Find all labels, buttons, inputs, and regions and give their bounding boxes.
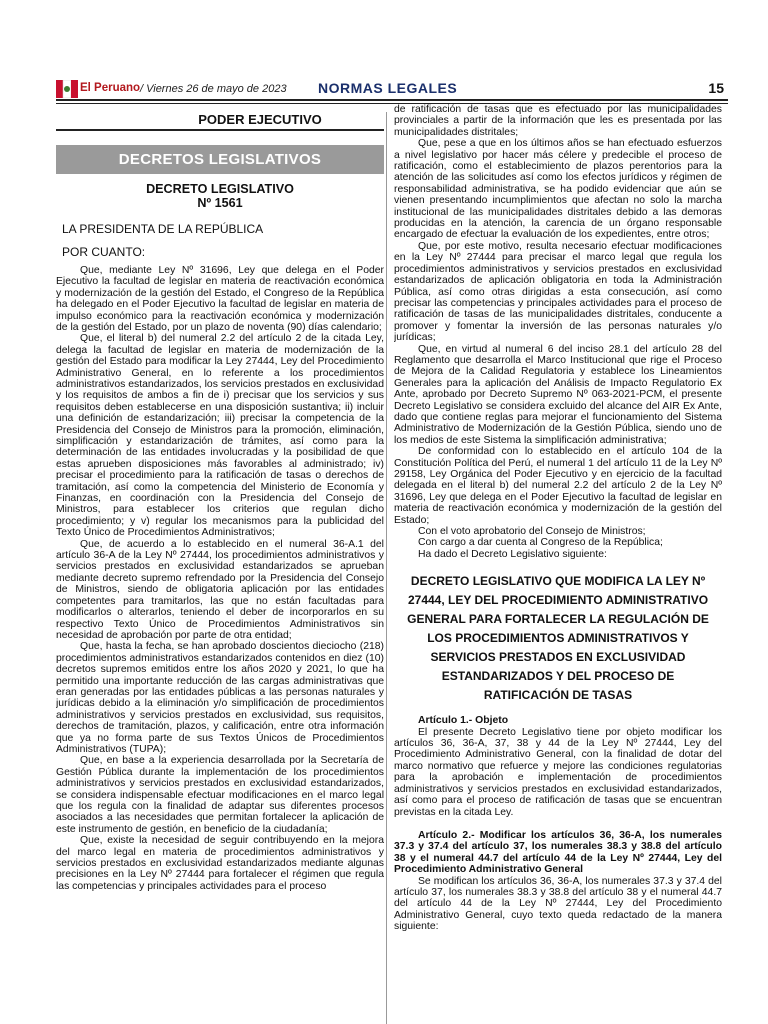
paragraph: Que, por este motivo, resulta necesario efectuar modificaciones en la Ley Nº 27444 para precisar el marco legal que regula los procedimientos administrativos y servicios prestados en exclusividad estandarizados de aplicación obligatoria en toda la Administración Pública, así como otras dirigidas a esta consecución, así como precisar las competencias y principales actividades para el proceso de ratificación de tasas de las municipalidades distritales, conducente a promover y fomentar la inversión de las personas naturales y/o jurídicas; — [394, 240, 722, 344]
peru-coat-of-arms-icon — [56, 80, 78, 98]
por-cuanto: POR CUANTO: — [62, 244, 146, 259]
paragraph: Que, existe la necesidad de seguir contribuyendo en la mejora del marco legal en materia de procedimientos administrativos y servicios prestados en exclusividad estandarizados mediante algunas precisiones en la Ley Nº 27444 para fortalecer el régimen que regula las competencias y principales actividades para el proceso — [56, 835, 384, 892]
article-1-text: El presente Decreto Legislativo tiene por objeto modificar los artículos 36, 36-A, 37, 38 y 44 de la Ley Nº 27444, Ley del Procedimiento Administrativo General, con la finalidad de dotar del marco normativo que refuerce y mejore las condiciones regulatorias para la aprobación e implementación de procedimientos administrativos y servicios prestados en exclusividad estandarizados, así como para el proceso de ratificación de tasas que se encuentran previstas en la citada Ley. — [394, 726, 722, 818]
paragraph: Que, el literal b) del numeral 2.2 del artículo 2 de la citada Ley, delega la facultad de legislar en materia de modernización de la gestión del Estado para modificar la Ley 27444, Ley del Procedimiento Administrativo General, en lo referente a los procedimientos administrativos estandarizados, los servicios prestados en exclusividad y los requisitos de ambos a fin de i) precisar que los servicios y sus requisitos deben establecerse en una disposición sustantiva; ii) incluir una definición de estandarización; iii) precisar la competencia de la Presidencia del Consejo de Ministros para la promoción, eliminación, simplificación y estandarización de trámites, así como para la determinación de las entidades involucradas y la posibilidad de que estas aprueben disposiciones más favorables al administrado; iv) precisar el procedimiento para la ratificación de tasas o derechos de tramitación, así como la competencia del Ministerio de Economía y Finanzas, en coordinación con la Presidencia del Consejo de Ministros, para establecer los criterios que regulan dicho procedimiento; y v) regular los mecanismos para la publicidad del Texto Único de Procedimientos Administrativos; — [56, 333, 384, 539]
right-column — [394, 104, 722, 1024]
page-header — [56, 72, 728, 106]
issue-date: / Viernes 26 de mayo de 2023 — [140, 83, 287, 95]
paragraph: De conformidad con lo establecido en el artículo 104 de la Constitución Política del Perú, el numeral 1 del artículo 11 de la Ley Nº 29158, Ley Orgánica del Poder Ejecutivo y en ejercicio de la facultad delegada en el literal b) del numeral 2.2 del artículo 2 de la Ley Nº 31696, Ley que delega en el Poder Ejecutivo la facultad de legislar en materia de reactivación económica y modernización de la gestión del Estado; — [394, 446, 722, 526]
president-line: LA PRESIDENTA DE LA REPÚBLICA — [62, 221, 264, 236]
decree-title — [56, 182, 384, 210]
article-2-text: Se modifican los artículos 36, 36-A, los numerales 37.3 y 37.4 del artículo 37, los numerales 38.3 y 38.8 del artículo 38 y el numeral 44.7 del artículo 44 de la Ley Nº 27444, Ley del Procedimiento Administrativo General, cuyo texto queda redactado de la manera siguiente: — [394, 875, 722, 933]
paragraph: Que, hasta la fecha, se han aprobado doscientos dieciocho (218) procedimientos administrativos estandarizados contenidos en diez (10) decretos supremos emitidos entre los años 2020 y 2021, lo que ha permitido una importante reducción de las cargas administrativas que eran generadas por las entidades públicas a las personas naturales y jurídicas debido a la eliminación y/o simplificación de procedimientos administrativos y servicios prestados en exclusividad, sus requisitos, derechos de tramitación, plazos, y calificación, entre otra información que ya no forma parte de sus Textos Únicos de Procedimientos Administrativos (TUPA); — [56, 641, 384, 755]
category-bar: DECRETOS LEGISLATIVOS — [56, 145, 384, 174]
article-1-heading: Artículo 1.- Objeto — [418, 715, 509, 727]
column-divider — [386, 112, 387, 1024]
branch-rule — [56, 129, 384, 131]
paragraph: Que, de acuerdo a lo establecido en el numeral 36-A.1 del artículo 36-A de la Ley Nº 27444, los procedimientos administrativos y servicios prestados en exclusividad estandarizados se aprueban mediante decreto supremo refrendado por la Presidencia del Consejo de Ministros, siendo de obligatoria aplicación por las entidades competentes para tramitarlos, las que no están facultadas para modificarlos o alterarlos, teniendo el deber de incorporarlos en su respectivo Texto Único de Procedimientos Administrativos sin necesidad de aprobación por parte de otra entidad; — [56, 538, 384, 641]
law-title: DECRETO LEGISLATIVO QUE MODIFICA LA LEY Nº 27444, LEY DEL PROCEDIMIENTO ADMINISTRATIVO GENERAL PARA FORTALECER LA REGULACIÓN DE LOS PROCEDIMIENTOS ADMINISTRATIVOS Y SERVICIOS PRESTADOS EN EXCLUSIVIDAD ESTANDARIZADOS Y DEL PROCESO DE RATIFICACIÓN DE TASAS — [407, 574, 709, 703]
article-2-heading: Artículo 2.- Modificar los artículos 36, 36-A, los numerales 37.3 y 37.4 del artículo 37, los numerales 38.3 y 38.8 del artículo 38 y el numeral 44.7 del artículo 44 de la Ley Nº 27444, Ley del Procedimiento Administrativo General — [394, 829, 722, 876]
paragraph: Que, en virtud al numeral 6 del inciso 28.1 del artículo 28 del Reglamento que desarrolla el Marco Institucional que rige el Proceso de Mejora de la Calidad Regulatoria y establece los Lineamientos Generales para la aplicación del Análisis de Impacto Regulatorio Ex Ante, aprobado por Decreto Supremo Nº 063-2021-PCM, el presente Decreto Legislativo se considera excluido del alcance del AIR Ex Ante, dado que contiene reglas para mejorar el funcionamiento del Sistema Administrativo de Modernización de la Gestión Pública, siendo uno de los medios de este Sistema la simplificación administrativa; — [394, 343, 722, 446]
header-rule — [56, 99, 728, 101]
left-column — [56, 104, 384, 1024]
paragraph: Que, pese a que en los últimos años se han efectuado esfuerzos a nivel legislativo por hacer más célere y predecible el proceso de ratificación, como el establecimiento de plazos perentorios para la atención de las solicitudes así como los efectos jurídicos y régimen de responsabilidad administrativa, se ha podido evidenciar que aún se vienen presentando incumplimientos que afectan no solo la marcha institucional de las municipalidades distritales debido a las demoras producidas en la atención, la carencia de un órgano responsable encargado de efectuar la evaluación de los expedientes, entre otros; — [394, 138, 722, 241]
newspaper-brand: El Peruano — [80, 82, 141, 94]
decree-title-line1: DECRETO LEGISLATIVO — [146, 181, 294, 196]
section-title: NORMAS LEGALES — [318, 80, 458, 96]
paragraph: Que, mediante Ley Nº 31696, Ley que delega en el Poder Ejecutivo la facultad de legislar en materia de reactivación económica y modernización de la gestión del Estado, el Congreso de la República ha delegado en el Poder Ejecutivo la facultad de legislar en materia de impulso económico para la reactivación económica y modernización de la gestión del Estado, por un plazo de noventa (90) días calendario; — [56, 264, 384, 333]
page-number: 15 — [708, 80, 724, 96]
vote-line: Con el voto aprobatorio del Consejo de Ministros; — [418, 526, 646, 538]
paragraph-continuation: de ratificación de tasas que es efectuado por las municipalidades provinciales a partir de la información que les es presentada por las municipalidades distritales; — [394, 104, 722, 138]
decree-number: Nº 1561 — [197, 195, 243, 210]
paragraph: Que, en base a la experiencia desarrollada por la Secretaría de Gestión Pública durante la implementación de los procedimientos administrativos y servicios prestados en exclusividad estandarizados, se considera indispensable efectuar modificaciones en el marco legal que los regula con la finalidad de adaptar sus diferentes procesos asociados a las necesidades que permitan fortalecer la aplicación de este instrumento de gestión, en beneficio de la ciudadanía; — [56, 755, 384, 835]
enactment-line: Ha dado el Decreto Legislativo siguiente: — [418, 548, 607, 560]
branch-heading: PODER EJECUTIVO — [198, 112, 322, 127]
report-line: Con cargo a dar cuenta al Congreso de la República; — [418, 537, 663, 549]
